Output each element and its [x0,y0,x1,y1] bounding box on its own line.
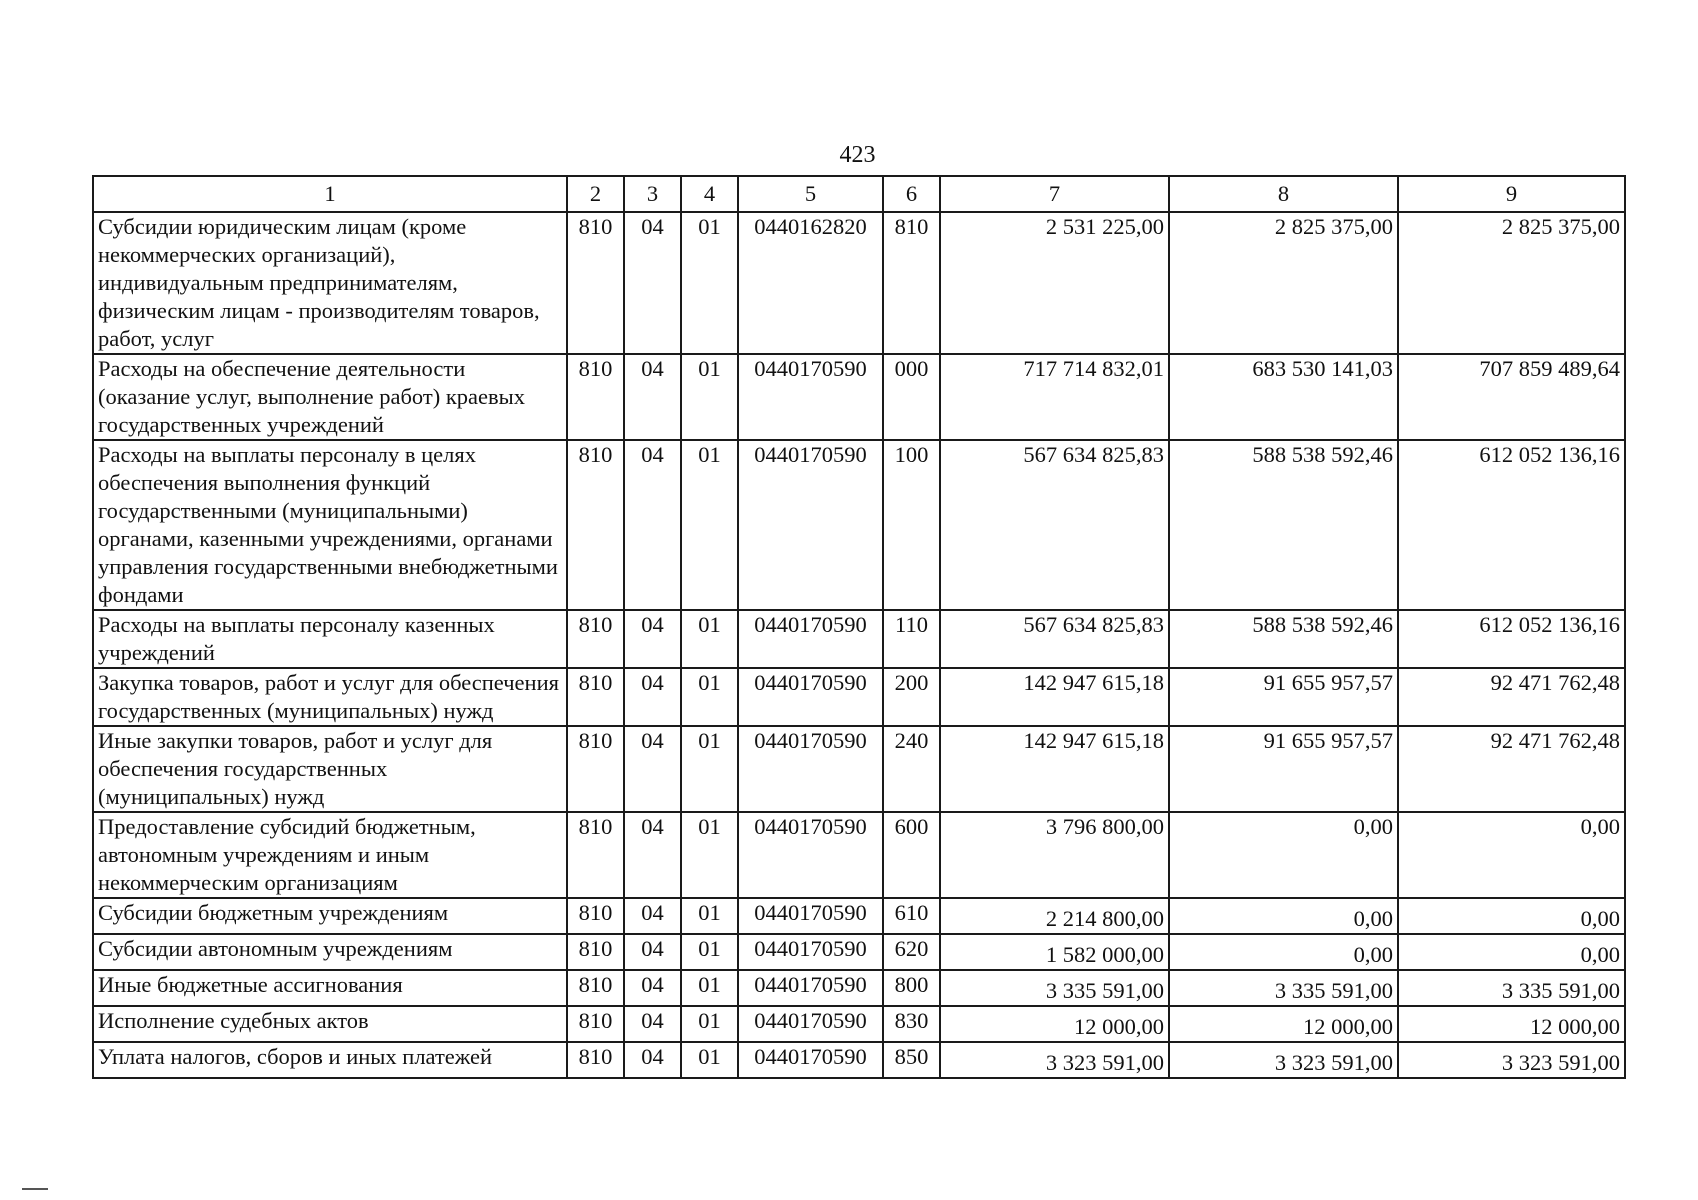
amount-col9: 707 859 489,64 [1398,354,1625,440]
amount-col8: 12 000,00 [1169,1006,1398,1042]
target-article-code: 0440170590 [738,668,883,726]
expense-type-code: 200 [883,668,940,726]
amount-col7: 12 000,00 [940,1006,1169,1042]
subsection-code: 01 [681,212,738,354]
subsection-code: 01 [681,610,738,668]
expense-name: Субсидии автономным учреждениям [93,934,567,970]
subsection-code: 01 [681,668,738,726]
amount-col9: 3 323 591,00 [1398,1042,1625,1078]
ministry-code: 810 [567,1042,624,1078]
subsection-code: 01 [681,812,738,898]
amount-col9: 612 052 136,16 [1398,440,1625,610]
amount-col7: 3 796 800,00 [940,812,1169,898]
section-code: 04 [624,1042,681,1078]
table-row [93,934,1625,970]
table-row [93,354,1625,440]
target-article-code: 0440170590 [738,354,883,440]
expense-type-code: 600 [883,812,940,898]
ministry-code: 810 [567,812,624,898]
ministry-code: 810 [567,726,624,812]
amount-col8: 2 825 375,00 [1169,212,1398,354]
target-article-code: 0440170590 [738,934,883,970]
amount-col8: 3 323 591,00 [1169,1042,1398,1078]
amount-col9: 0,00 [1398,898,1625,934]
amount-col7: 2 214 800,00 [940,898,1169,934]
section-code: 04 [624,726,681,812]
table-row [93,812,1625,898]
ministry-code: 810 [567,354,624,440]
target-article-code: 0440170590 [738,812,883,898]
expense-name: Закупка товаров, работ и услуг для обеспечения государственных (муниципальных) нужд [93,668,567,726]
expense-type-code: 610 [883,898,940,934]
section-code: 04 [624,898,681,934]
expense-name: Расходы на обеспечение деятельности (оказание услуг, выполнение работ) краевых государственных учреждений [93,354,567,440]
target-article-code: 0440170590 [738,898,883,934]
subsection-code: 01 [681,726,738,812]
ministry-code: 810 [567,934,624,970]
expense-type-code: 810 [883,212,940,354]
subsection-code: 01 [681,1006,738,1042]
expense-name: Предоставление субсидий бюджетным, автономным учреждениям и иным некоммерческим организациям [93,812,567,898]
amount-col7: 3 335 591,00 [940,970,1169,1006]
column-header: 3 [624,176,681,212]
amount-col8: 683 530 141,03 [1169,354,1398,440]
amount-col7: 2 531 225,00 [940,212,1169,354]
table-row [93,212,1625,354]
section-code: 04 [624,212,681,354]
amount-col7: 142 947 615,18 [940,668,1169,726]
amount-col8: 588 538 592,46 [1169,610,1398,668]
amount-col7: 3 323 591,00 [940,1042,1169,1078]
amount-col7: 567 634 825,83 [940,610,1169,668]
expense-name: Исполнение судебных актов [93,1006,567,1042]
target-article-code: 0440162820 [738,212,883,354]
amount-col8: 0,00 [1169,898,1398,934]
expense-name: Расходы на выплаты персоналу в целях обеспечения выполнения функций государственными (муниципальными) органами, казенными учреждениями, органами управления государственными внебюджетными фондами [93,440,567,610]
ministry-code: 810 [567,1006,624,1042]
amount-col8: 91 655 957,57 [1169,668,1398,726]
subsection-code: 01 [681,440,738,610]
column-header: 7 [940,176,1169,212]
section-code: 04 [624,1006,681,1042]
column-header: 8 [1169,176,1398,212]
table-row [93,726,1625,812]
amount-col7: 1 582 000,00 [940,934,1169,970]
page-number: 423 [839,142,876,168]
expense-type-code: 240 [883,726,940,812]
amount-col8: 0,00 [1169,934,1398,970]
ministry-code: 810 [567,970,624,1006]
amount-col9: 92 471 762,48 [1398,726,1625,812]
expense-type-code: 830 [883,1006,940,1042]
section-code: 04 [624,934,681,970]
amount-col8: 0,00 [1169,812,1398,898]
table-row [93,898,1625,934]
expense-name: Расходы на выплаты персоналу казенных учреждений [93,610,567,668]
amount-col9: 92 471 762,48 [1398,668,1625,726]
expense-name: Субсидии бюджетным учреждениям [93,898,567,934]
amount-col9: 0,00 [1398,934,1625,970]
subsection-code: 01 [681,898,738,934]
table-row [93,970,1625,1006]
table-row [93,440,1625,610]
amount-col9: 612 052 136,16 [1398,610,1625,668]
subsection-code: 01 [681,934,738,970]
column-header: 1 [93,176,567,212]
expense-type-code: 110 [883,610,940,668]
ministry-code: 810 [567,668,624,726]
column-header: 2 [567,176,624,212]
amount-col8: 588 538 592,46 [1169,440,1398,610]
amount-col9: 3 335 591,00 [1398,970,1625,1006]
amount-col9: 2 825 375,00 [1398,212,1625,354]
ministry-code: 810 [567,610,624,668]
amount-col7: 717 714 832,01 [940,354,1169,440]
section-code: 04 [624,812,681,898]
ministry-code: 810 [567,898,624,934]
expense-type-code: 000 [883,354,940,440]
amount-col7: 567 634 825,83 [940,440,1169,610]
column-header: 6 [883,176,940,212]
table-row [93,1006,1625,1042]
subsection-code: 01 [681,354,738,440]
table-row [93,610,1625,668]
expense-name: Уплата налогов, сборов и иных платежей [93,1042,567,1078]
expense-type-code: 100 [883,440,940,610]
amount-col7: 142 947 615,18 [940,726,1169,812]
scan-artifact-mark [22,1188,48,1190]
target-article-code: 0440170590 [738,1006,883,1042]
expense-type-code: 800 [883,970,940,1006]
budget-table [92,175,1626,1079]
amount-col8: 3 335 591,00 [1169,970,1398,1006]
target-article-code: 0440170590 [738,970,883,1006]
section-code: 04 [624,970,681,1006]
expense-type-code: 850 [883,1042,940,1078]
column-header: 9 [1398,176,1625,212]
ministry-code: 810 [567,212,624,354]
target-article-code: 0440170590 [738,610,883,668]
subsection-code: 01 [681,970,738,1006]
amount-col9: 0,00 [1398,812,1625,898]
column-header: 5 [738,176,883,212]
expense-type-code: 620 [883,934,940,970]
ministry-code: 810 [567,440,624,610]
table-row [93,1042,1625,1078]
section-code: 04 [624,354,681,440]
amount-col9: 12 000,00 [1398,1006,1625,1042]
subsection-code: 01 [681,1042,738,1078]
target-article-code: 0440170590 [738,1042,883,1078]
target-article-code: 0440170590 [738,440,883,610]
table-row [93,668,1625,726]
section-code: 04 [624,610,681,668]
column-number-row [93,176,1625,212]
section-code: 04 [624,440,681,610]
section-code: 04 [624,668,681,726]
column-header: 4 [681,176,738,212]
expense-name: Субсидии юридическим лицам (кроме некоммерческих организаций), индивидуальным предпринимателям, физическим лицам - производителям товаров, работ, услуг [93,212,567,354]
target-article-code: 0440170590 [738,726,883,812]
expense-name: Иные бюджетные ассигнования [93,970,567,1006]
amount-col8: 91 655 957,57 [1169,726,1398,812]
expense-name: Иные закупки товаров, работ и услуг для обеспечения государственных (муниципальных) нужд [93,726,567,812]
